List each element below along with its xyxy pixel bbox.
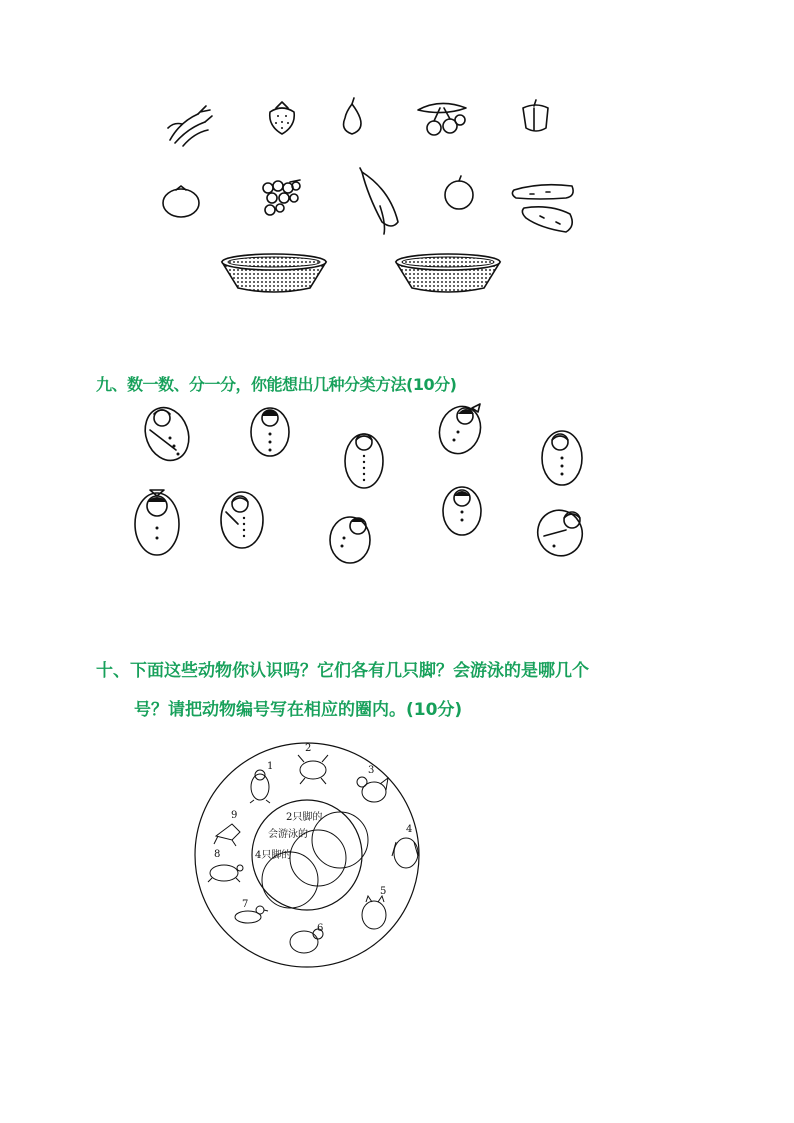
horse-icon xyxy=(214,824,240,846)
question-9-title: 九、数一数、分一分，你能想出几种分类方法(10分) xyxy=(96,375,457,394)
penguin-icon xyxy=(250,770,270,803)
label-four-legs: 4只脚的 xyxy=(255,850,292,861)
animal-number: 1 xyxy=(267,761,274,772)
doll-icon xyxy=(330,517,370,563)
question-10-line-1: 十、下面这些动物你认识吗？它们各有几只脚？会游泳的是哪几个 xyxy=(96,661,589,681)
apple-icon xyxy=(445,176,473,209)
dog-icon xyxy=(392,838,418,868)
animal-number: 8 xyxy=(214,849,221,860)
animal-number: 4 xyxy=(406,824,413,835)
pear-icon xyxy=(344,98,361,134)
animal-number: 9 xyxy=(231,810,238,821)
question-10-line-2: 号？请把动物编号写在相应的圈内。(10分) xyxy=(134,700,463,720)
basket-icon xyxy=(396,254,500,292)
cat-icon xyxy=(362,896,386,929)
animal-number: 3 xyxy=(368,765,375,776)
doll-icon xyxy=(529,502,590,564)
carrot-icon xyxy=(168,106,212,146)
doll-icon xyxy=(433,401,487,460)
animal-number: 2 xyxy=(305,743,312,754)
animal-number: 7 xyxy=(242,899,249,910)
doll-icon xyxy=(251,408,289,456)
duck-icon xyxy=(235,906,268,923)
basket-icon xyxy=(222,254,326,292)
pepper-icon xyxy=(523,100,548,131)
label-can-swim: 会游泳的 xyxy=(268,829,308,840)
doll-icon xyxy=(138,401,196,466)
animal-classification-diagram xyxy=(195,743,419,967)
peapod-icon xyxy=(360,168,398,234)
doll-icon xyxy=(542,431,582,485)
doll-icon xyxy=(345,434,383,488)
grapes-icon xyxy=(263,180,300,215)
animal-number: 5 xyxy=(380,886,387,897)
tomato-icon xyxy=(163,186,199,217)
animal-number: 6 xyxy=(317,923,324,934)
cucumber-icon xyxy=(512,185,573,232)
label-two-legs: 2只脚的 xyxy=(286,812,323,823)
doll-icon xyxy=(221,492,263,548)
rabbit-icon xyxy=(298,755,328,784)
strawberry-icon xyxy=(270,102,295,134)
cherries-icon xyxy=(418,103,466,135)
doll-icon xyxy=(135,490,179,555)
rooster-icon xyxy=(357,777,388,802)
doll-icon xyxy=(443,487,481,535)
turtle-icon xyxy=(208,865,243,882)
